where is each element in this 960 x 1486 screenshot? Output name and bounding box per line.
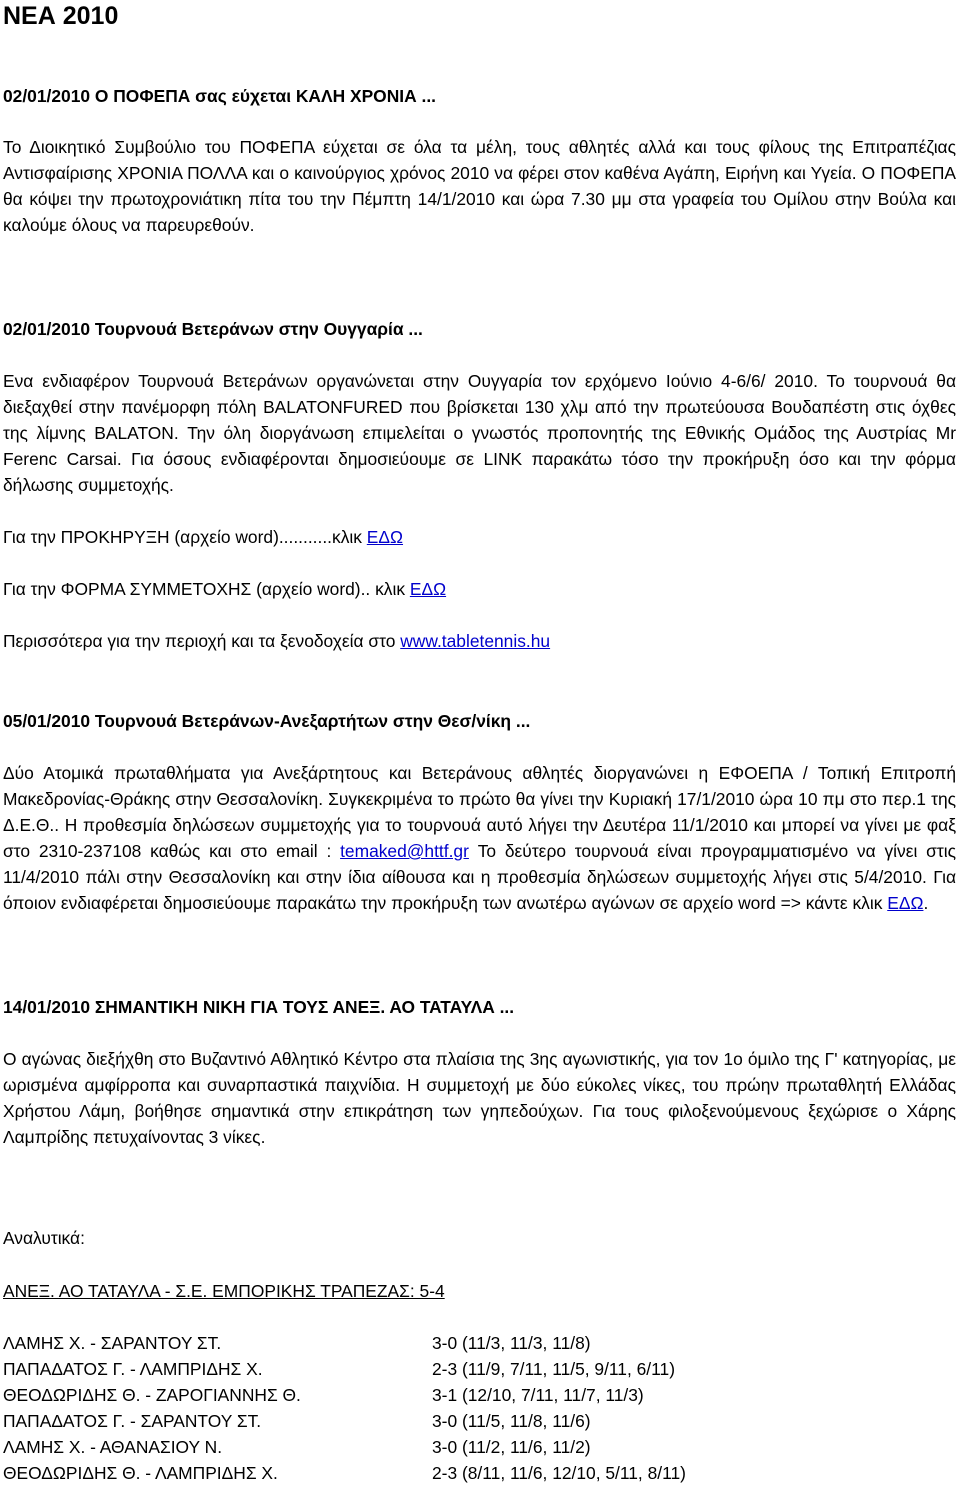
announcement-link[interactable]: ΕΔΩ xyxy=(887,893,924,913)
more-info-text: Περισσότερα για την περιοχή και τα ξενοδοχεία στο xyxy=(3,631,401,651)
entry-form-line xyxy=(3,576,956,602)
result-score: 3-0 (11/3, 11/3, 11/8) xyxy=(432,1333,591,1353)
news-body xyxy=(3,1046,956,1150)
news-body xyxy=(3,760,956,916)
analysis-label: Αναλυτικά: xyxy=(3,1228,85,1248)
news-body xyxy=(3,134,956,238)
news-paragraph: Ο αγώνας διεξήχθη στο Βυζαντινό Αθλητικό Κέντρο στα πλαίσια της 3ης αγωνιστικής, για τον 1ο όμιλο της Γ' κατηγορίας, με ωρισμένα αμφίρροπα και συναρπαστικά παιχνίδια. Η συμμετοχή με δύο εύκολες νίκες, του πρώην πρωταθλητή Ελλάδας Χρήστου Λάμη, βοήθησε σημαντικά στην επικράτηση των γηπεδούχων. Για τους φιλοξενούμενους ξεχώρισε ο Χάρης Λαμπρίδης πετυχαίνοντας 3 νίκες. xyxy=(3,1049,956,1147)
result-score: 3-1 (12/10, 7/11, 11/7, 11/3) xyxy=(432,1385,644,1405)
result-players: ΛΑΜΗΣ Χ. - ΑΘΑΝΑΣΙΟΥ Ν. xyxy=(3,1437,223,1457)
page-title: ΝΕΑ 2010 xyxy=(3,2,119,30)
paragraph-text: Το δεύτερο τουρνουά είναι προγραμματισμένο να γίνει στις 11/4/2010 πάλι στην Θεσσαλονίκη και στην ίδια αίθουσα και η προθεσμία δηλώσεων συμμετοχής λήγει στις 5/4/2010. Για όποιον ενδιαφέρεται δημοσιεύουμε παρακάτω την προκήρυξη των ανωτέρω αγώνων σε αρχείο word => κάντε κλικ xyxy=(3,841,956,913)
table-row xyxy=(3,1356,686,1382)
news-paragraph xyxy=(3,760,956,916)
news-paragraph: Ενα ενδιαφέρον Τουρνουά Βετεράνων οργανώνεται στην Ουγγαρία τον ερχόμενο Ιούνιο 4-6/6/ 2010. Το τουρνουά θα διεξαχθεί στην πανέμορφη πόλη BALATONFURED που βρίσκεται 130 χλμ από την πρωτεύουσα Βουδαπέστη στις όχθες της λίμνης BALATON. Την όλη διοργάνωση επιμελείται ο γνωστός προπονητής της Εθνικής Ομάδος της Αυστρίας Mr Ferenc Carsai. Για όσους ενδιαφέρονται δημοσιεύουμε σε LINK παρακάτω τόσο την προκήρυξη όσο και την φόρμα δήλωσης συμμετοχής. xyxy=(3,371,956,495)
table-row xyxy=(3,1434,686,1460)
result-score: 2-3 (8/11, 11/6, 12/10, 5/11, 8/11) xyxy=(432,1463,686,1483)
table-row xyxy=(3,1460,686,1486)
result-players: ΠΑΠΑΔΑΤΟΣ Γ. - ΣΑΡΑΝΤΟΥ ΣΤ. xyxy=(3,1411,262,1431)
result-players: ΛΑΜΗΣ Χ. - ΣΑΡΑΝΤΟΥ ΣΤ. xyxy=(3,1333,222,1353)
news-heading: 05/01/2010 Τουρνουά Βετεράνων-Ανεξαρτήτων στην Θεσ/νίκη ... xyxy=(3,711,531,731)
result-players: ΠΑΠΑΔΑΤΟΣ Γ. - ΛΑΜΠΡΙΔΗΣ Χ. xyxy=(3,1359,263,1379)
news-heading: 14/01/2010 ΣΗΜΑΝΤΙΚΗ ΝΙΚΗ ΓΙΑ ΤΟΥΣ ΑΝΕΞ. ΑΟ ΤΑΤΑΥΛΑ ... xyxy=(3,997,515,1017)
email-link[interactable]: temaked@httf.gr xyxy=(340,841,469,861)
result-players: ΘΕΟΔΩΡΙΔΗΣ Θ. - ΖΑΡΟΓΙΑΝΝΗΣ Θ. xyxy=(3,1385,301,1405)
announcement-text: Για την ΠΡΟΚΗΡΥΞΗ (αρχείο word)...........κλικ xyxy=(3,527,367,547)
announcement-link[interactable]: ΕΔΩ xyxy=(366,527,404,547)
tabletennis-link[interactable]: www.tabletennis.hu xyxy=(400,631,551,651)
entry-form-link[interactable]: ΕΔΩ xyxy=(409,579,447,599)
paragraph-text: Δύο Ατομικά πρωταθλήματα για Ανεξάρτητους και Βετεράνους αθλητές διοργανώνει η ΕΦΟΕΠΑ / Τοπική Επιτροπή Μακεδρονίας-Θράκης στην Θεσσαλονίκη. Συγκεκριμένα το πρώτο θα γίνει την Κυριακή 17/1/2010 ώρα 10 πμ στο περ.1 της Δ.Ε.Θ.. Η προθεσμία δηλώσεων συμμετοχής για το τουρνουά αυτό λήγει την Δευτέρα 11/1/2010 και μπορεί να γίνει με φαξ στο 2310-237108 καθώς και στο email : xyxy=(3,763,956,861)
result-score: 2-3 (11/9, 7/11, 11/5, 9/11, 6/11) xyxy=(432,1359,675,1379)
result-score: 3-0 (11/5, 11/8, 11/6) xyxy=(432,1411,591,1431)
news-body xyxy=(3,368,956,654)
news-item-2 xyxy=(3,316,956,654)
match-title: ΑΝΕΞ. ΑΟ ΤΑΤΑΥΛΑ - Σ.Ε. ΕΜΠΟΡΙΚΗΣ ΤΡΑΠΕΖΑΣ: 5-4 xyxy=(3,1281,445,1301)
announcement-line xyxy=(3,524,956,550)
results-table xyxy=(3,1330,686,1486)
result-players: ΘΕΟΔΩΡΙΔΗΣ Θ. - ΛΑΜΠΡΙΔΗΣ Χ. xyxy=(3,1463,278,1483)
news-heading: 02/01/2010 Ο ΠΟΦΕΠΑ σας εύχεται ΚΑΛΗ ΧΡΟΝΙΑ ... xyxy=(3,86,436,106)
more-info-line xyxy=(3,628,956,654)
news-paragraph: Το Διοικητικό Συμβούλιο του ΠΟΦΕΠΑ εύχεται σε όλα τα μέλη, τους αθλητές αλλά και τους φίλους της Επιτραπέζιας Αντισφαίρισης ΧΡΟΝΙΑ ΠΟΛΛΑ και ο καινούργιος χρόνος 2010 να φέρει στον καθένα Αγάπη, Ειρήνη και Υγεία. Ο ΠΟΦΕΠΑ θα κόψει την πρωτοχρονιάτικη πίτα του την Πέμπτη 14/1/2010 και ώρα 7.30 μμ στα γραφεία του Ομίλου στην Βούλα και καλούμε όλους να παρευρεθούν. xyxy=(3,137,956,235)
result-score: 3-0 (11/2, 11/6, 11/2) xyxy=(432,1437,591,1457)
table-row xyxy=(3,1408,686,1434)
news-item-4 xyxy=(3,994,956,1483)
news-item-3 xyxy=(3,708,956,916)
paragraph-text: . xyxy=(923,893,929,913)
news-item-1 xyxy=(3,83,956,238)
news-heading: 02/01/2010 Τουρνουά Βετεράνων στην Ουγγαρία ... xyxy=(3,319,423,339)
table-row xyxy=(3,1330,686,1356)
entry-form-text: Για την ΦΟΡΜΑ ΣΥΜΜΕΤΟΧΗΣ (αρχείο word).. κλικ xyxy=(3,579,410,599)
table-row xyxy=(3,1382,686,1408)
